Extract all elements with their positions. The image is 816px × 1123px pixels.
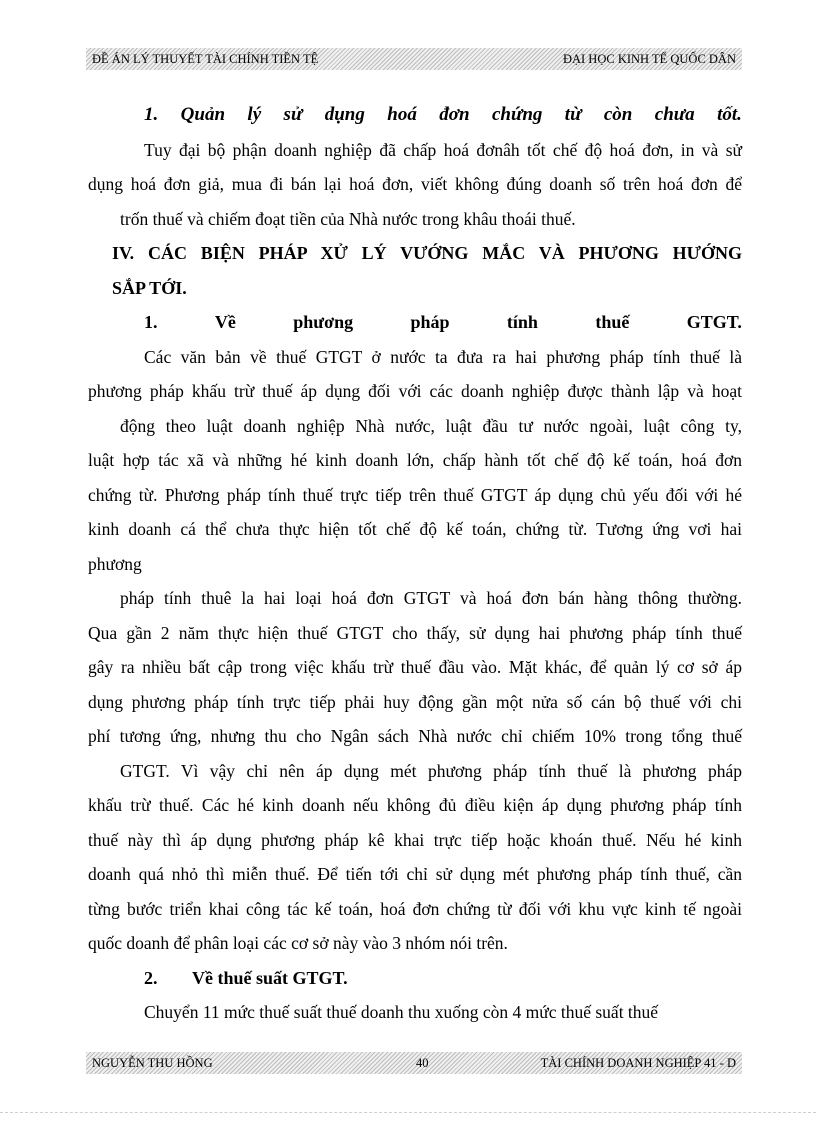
paragraph-line: thuế này thì áp dụng phương pháp kê khai trực tiếp hoặc khoán thuế. Nếu hé kinh [88, 829, 742, 850]
section-heading-iv: IV. CÁC BIỆN PHÁP XỬ LÝ VƯỚNG MẮC VÀ PHƯƠNG HƯỚNG [112, 243, 742, 263]
heading-word: Về [214, 312, 236, 332]
document-body [88, 98, 742, 1030]
heading-word: còn [603, 104, 633, 125]
paragraph-line: từng bước triển khai công tác kế toán, hoá đơn chứng từ đối với khu vực kinh tế ngoài [88, 898, 742, 919]
paragraph-line: phương pháp khấu trừ thuế áp dụng đối với các doanh nghiệp được thành lập và hoạt [88, 381, 742, 401]
heading-word: chứng [491, 104, 543, 125]
footer-class: TÀI CHÍNH DOANH NGHIỆP 41 - D [540, 1056, 736, 1070]
heading-word: từ [564, 104, 582, 125]
page-footer [86, 1052, 742, 1074]
heading-invoice-management [112, 98, 742, 133]
paragraph-line: phí tương ứng, nhưng thu cho Ngân sách Nhà nước chỉ chiếm 10% trong tổng thuế [88, 726, 742, 746]
paragraph-line: động theo luật doanh nghiệp Nhà nước, luật đầu tư nước ngoài, luật công ty, [120, 415, 742, 436]
footer-author: NGUYỄN THU HỒNG [92, 1056, 213, 1070]
heading-word: 1. [144, 104, 159, 125]
heading-word: pháp [410, 312, 450, 332]
paragraph-line: dụng hoá đơn giả, mua đi bán lại hoá đơn, viết không đúng doanh số trên hoá đơn để [88, 174, 742, 194]
paragraph-line: Chuyển 11 mức thuế suất thuế doanh thu xuống còn 4 mức thuế suất thuế [144, 1002, 659, 1022]
heading-tax-rate [112, 961, 742, 996]
heading-word: thuế [595, 312, 630, 332]
heading-word: GTGT. [686, 312, 742, 332]
heading-word: hoá [387, 104, 417, 125]
heading-tax-method [112, 305, 742, 340]
section-heading-iv-cont: SẮP TỚI. [112, 277, 187, 298]
paragraph-line: pháp tính thuê la hai loại hoá đơn GTGT và hoá đơn bán hàng thông thường. [120, 588, 742, 608]
heading-word: tốt. [717, 104, 742, 125]
page-header [86, 48, 742, 70]
paragraph-line: chứng từ. Phương pháp tính thuế trực tiếp trên thuế GTGT áp dụng chủ yếu đối với hé [88, 484, 742, 505]
heading-word: 1. [144, 312, 158, 332]
paragraph-line: luật hợp tác xã và những hé kinh doanh lớn, chấp hành tốt chế độ kế toán, hoá đơn [88, 450, 742, 470]
header-left-text: ĐỀ ÁN LÝ THUYẾT TÀI CHÍNH TIỀN TỆ [92, 52, 319, 66]
heading-word: phương [293, 312, 354, 332]
paragraph-line: doanh quá nhỏ thì miễn thuế. Để tiến tới chỉ sử dụng mét phương pháp tính thuế, cần [88, 864, 742, 884]
paragraph-line: khấu trừ thuế. Các hé kinh doanh nếu không đủ điều kiện áp dụng phương pháp tính [88, 795, 742, 815]
heading-word: Quản [180, 104, 226, 125]
paragraph-line: Qua gần 2 năm thực hiện thuế GTGT cho thấy, sử dụng hai phương pháp tính thuế [88, 622, 742, 643]
paragraph-line: trốn thuế và chiếm đoạt tiền của Nhà nước trong khâu thoái thuế. [120, 208, 576, 229]
heading-number: 2. [144, 967, 158, 988]
paragraph-line: quốc doanh để phân loại các cơ sở này vào 3 nhóm nói trên. [88, 933, 508, 953]
paragraph-line: GTGT. Vì vậy chỉ nên áp dụng mét phương pháp tính thuế là phương pháp [120, 760, 742, 781]
heading-word: sử [283, 104, 303, 125]
page-number: 40 [416, 1056, 429, 1070]
heading-word: đơn [439, 104, 470, 125]
heading-word: lý [247, 104, 262, 125]
paragraph-line: phương [88, 553, 142, 574]
paragraph-line: gây ra nhiều bất cập trong việc khấu trừ thuế đầu vào. Mặt khác, để quản lý cơ sở áp [88, 657, 742, 677]
heading-word: chưa [654, 104, 695, 125]
heading-word: tính [506, 312, 538, 332]
page-bottom-divider [0, 1112, 816, 1113]
heading-word: dụng [324, 104, 365, 125]
paragraph-line: kinh doanh cá thể chưa thực hiện tốt chế độ kế toán, chứng từ. Tương ứng vơi hai [88, 519, 742, 539]
heading-text: Về thuế suất GTGT. [192, 967, 348, 988]
paragraph-line: dụng phương pháp tính trực tiếp phải huy động gần một nửa số cán bộ thuế với chi [88, 691, 742, 712]
paragraph-line: Các văn bản về thuế GTGT ở nước ta đưa ra hai phương pháp tính thuế là [144, 346, 742, 367]
paragraph-line: Tuy đại bộ phận doanh nghiệp đã chấp hoá đơnâh tốt chế độ hoá đơn, in và sử [144, 139, 742, 160]
header-right-text: ĐẠI HỌC KINH TẾ QUỐC DÂN [562, 52, 736, 66]
